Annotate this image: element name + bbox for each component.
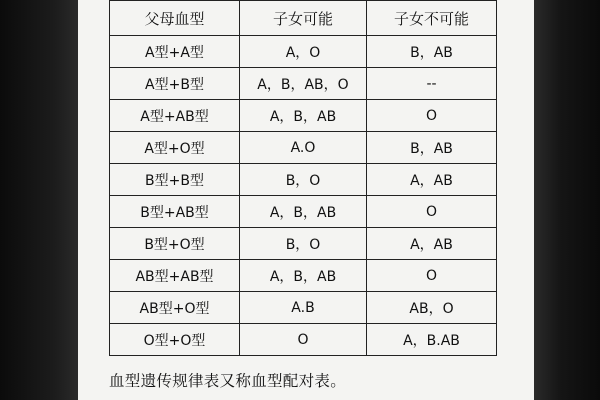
cell-possible: A，B，AB [240, 100, 367, 132]
blood-type-table [109, 0, 497, 356]
cell-parents: AB型+O型 [110, 292, 240, 324]
table-row [110, 260, 497, 292]
cell-possible: A，B，AB [240, 196, 367, 228]
cell-impossible: B，AB [367, 132, 497, 164]
cell-parents: AB型+AB型 [110, 260, 240, 292]
cell-impossible: A，AB [367, 164, 497, 196]
table-row [110, 132, 497, 164]
header-possible: 子女可能 [240, 1, 367, 36]
cell-possible: A，O [240, 36, 367, 68]
cell-parents: A型+A型 [110, 36, 240, 68]
cell-impossible: AB，O [367, 292, 497, 324]
cell-parents: A型+AB型 [110, 100, 240, 132]
cell-impossible: B，AB [367, 36, 497, 68]
cell-possible: B，O [240, 164, 367, 196]
cell-impossible: O [367, 196, 497, 228]
cell-parents: B型+O型 [110, 228, 240, 260]
cell-parents: A型+B型 [110, 68, 240, 100]
table-header-row [110, 1, 497, 36]
dark-background-left [0, 0, 78, 400]
table-row [110, 164, 497, 196]
table-row [110, 196, 497, 228]
table-row [110, 324, 497, 356]
dark-background-right [534, 0, 600, 400]
cell-impossible: O [367, 260, 497, 292]
table-row [110, 36, 497, 68]
table-row [110, 228, 497, 260]
cell-possible: O [240, 324, 367, 356]
cell-impossible: O [367, 100, 497, 132]
cell-impossible: A，B.AB [367, 324, 497, 356]
cell-possible: A.O [240, 132, 367, 164]
table-row [110, 292, 497, 324]
table-row [110, 68, 497, 100]
header-impossible: 子女不可能 [367, 1, 497, 36]
cell-parents: B型+B型 [110, 164, 240, 196]
cell-impossible: -- [367, 68, 497, 100]
cell-possible: A.B [240, 292, 367, 324]
table-caption: 血型遗传规律表又称血型配对表。 [109, 372, 347, 390]
cell-parents: O型+O型 [110, 324, 240, 356]
cell-parents: A型+O型 [110, 132, 240, 164]
cell-possible: B，O [240, 228, 367, 260]
cell-parents: B型+AB型 [110, 196, 240, 228]
header-parents: 父母血型 [110, 1, 240, 36]
table-row [110, 100, 497, 132]
cell-impossible: A，AB [367, 228, 497, 260]
cell-possible: A，B，AB [240, 260, 367, 292]
cell-possible: A，B，AB，O [240, 68, 367, 100]
